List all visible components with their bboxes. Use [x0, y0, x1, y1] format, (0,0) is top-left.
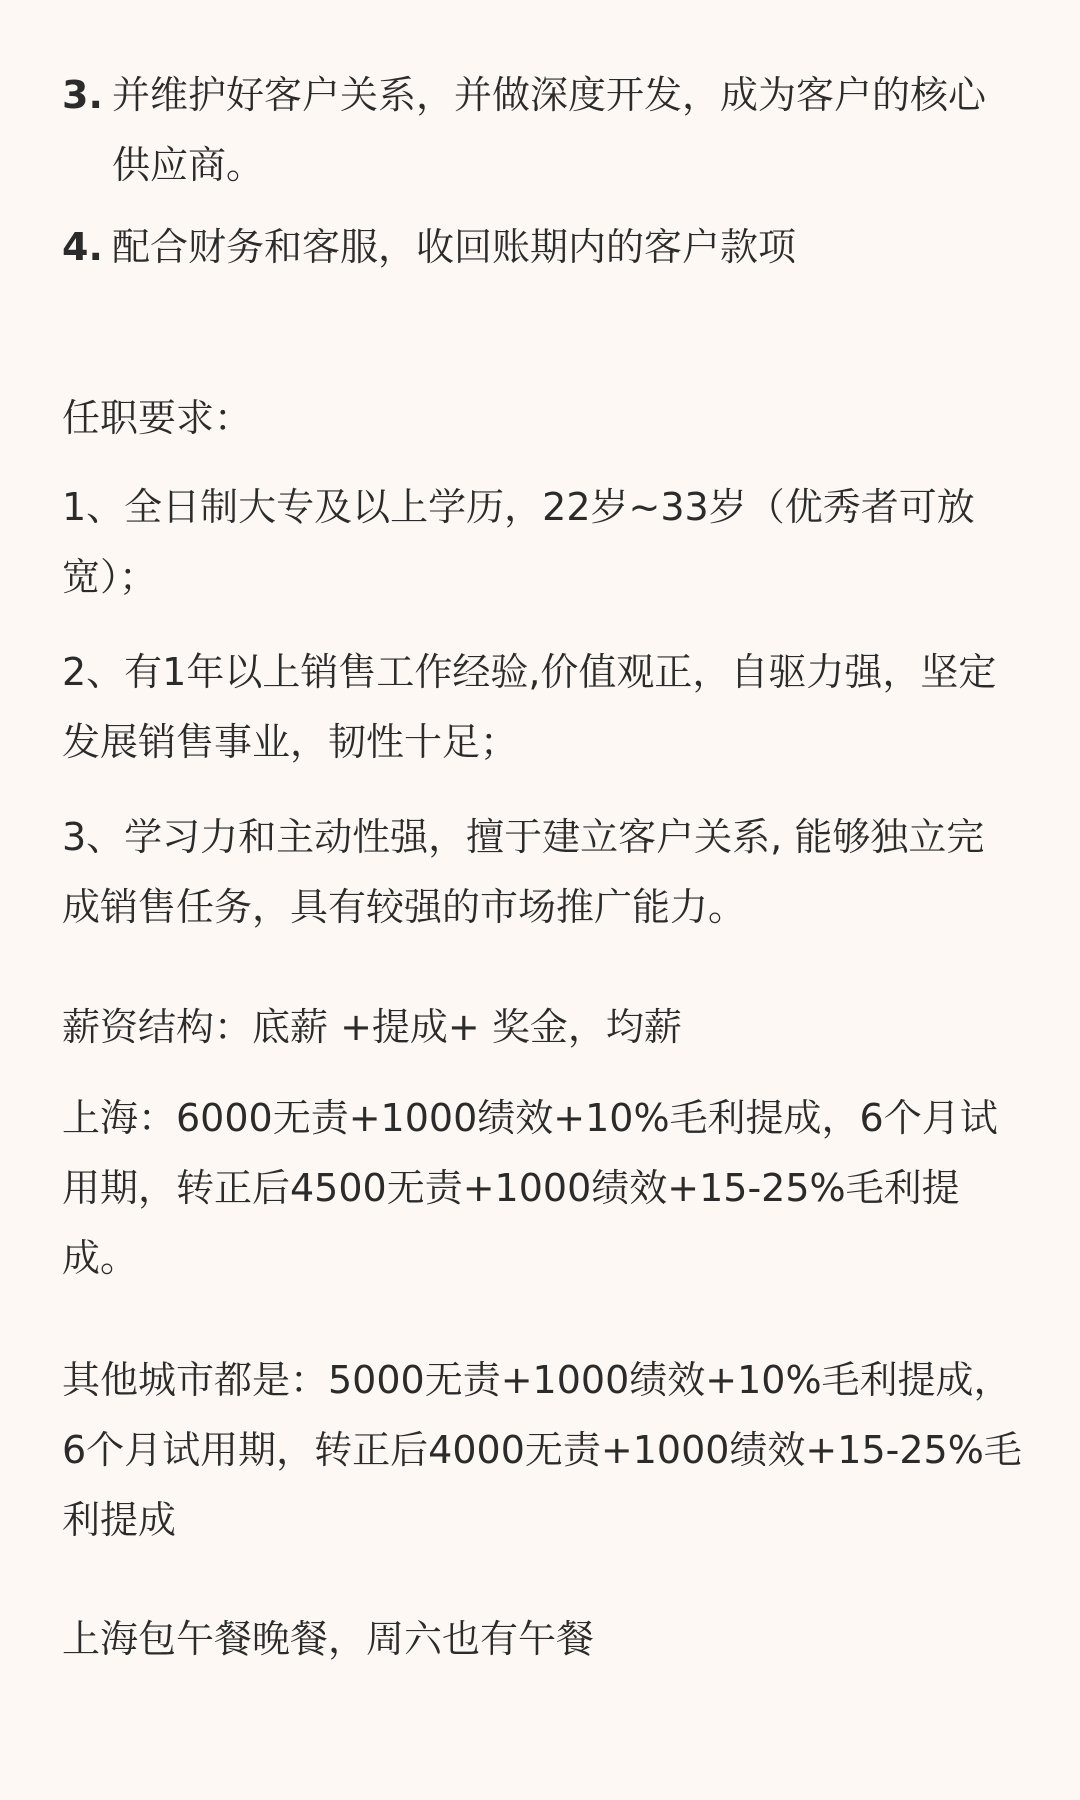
requirements-heading: 任职要求： [62, 396, 253, 440]
requirement-item-1: 1、全日制大专及以上学历，22岁~33岁（优秀者可放宽）； [62, 485, 975, 599]
duty-text: 并维护好客户关系，并做深度开发，成为客户的核心供应商。 [112, 73, 987, 187]
salary-other-cities: 其他城市都是：5000无责+1000绩效+10%毛利提成，6个月试用期，转正后4000无责+1000绩效+15-25%毛利提成 [62, 1358, 1022, 1542]
salary-structure: 薪资结构：底薪 +提成+ 奖金，均薪 [62, 1005, 682, 1049]
duty-number: 3. [62, 73, 103, 117]
requirement-item-2: 2、有1年以上销售工作经验,价值观正，自驱力强，坚定发展销售事业，韧性十足； [62, 650, 997, 764]
requirement-item-3: 3、学习力和主动性强，擅于建立客户关系, 能够独立完成销售任务，具有较强的市场推广能力。 [62, 815, 985, 929]
salary-shanghai: 上海：6000无责+1000绩效+10%毛利提成，6个月试用期，转正后4500无责+1000绩效+15-25%毛利提成。 [62, 1096, 998, 1280]
duty-item-3 [62, 60, 1022, 200]
meal-benefits: 上海包午餐晚餐，周六也有午餐 [62, 1617, 595, 1661]
duty-item-4 [62, 212, 1022, 282]
duty-text: 配合财务和客服，收回账期内的客户款项 [112, 225, 797, 269]
duty-number: 4. [62, 225, 103, 269]
